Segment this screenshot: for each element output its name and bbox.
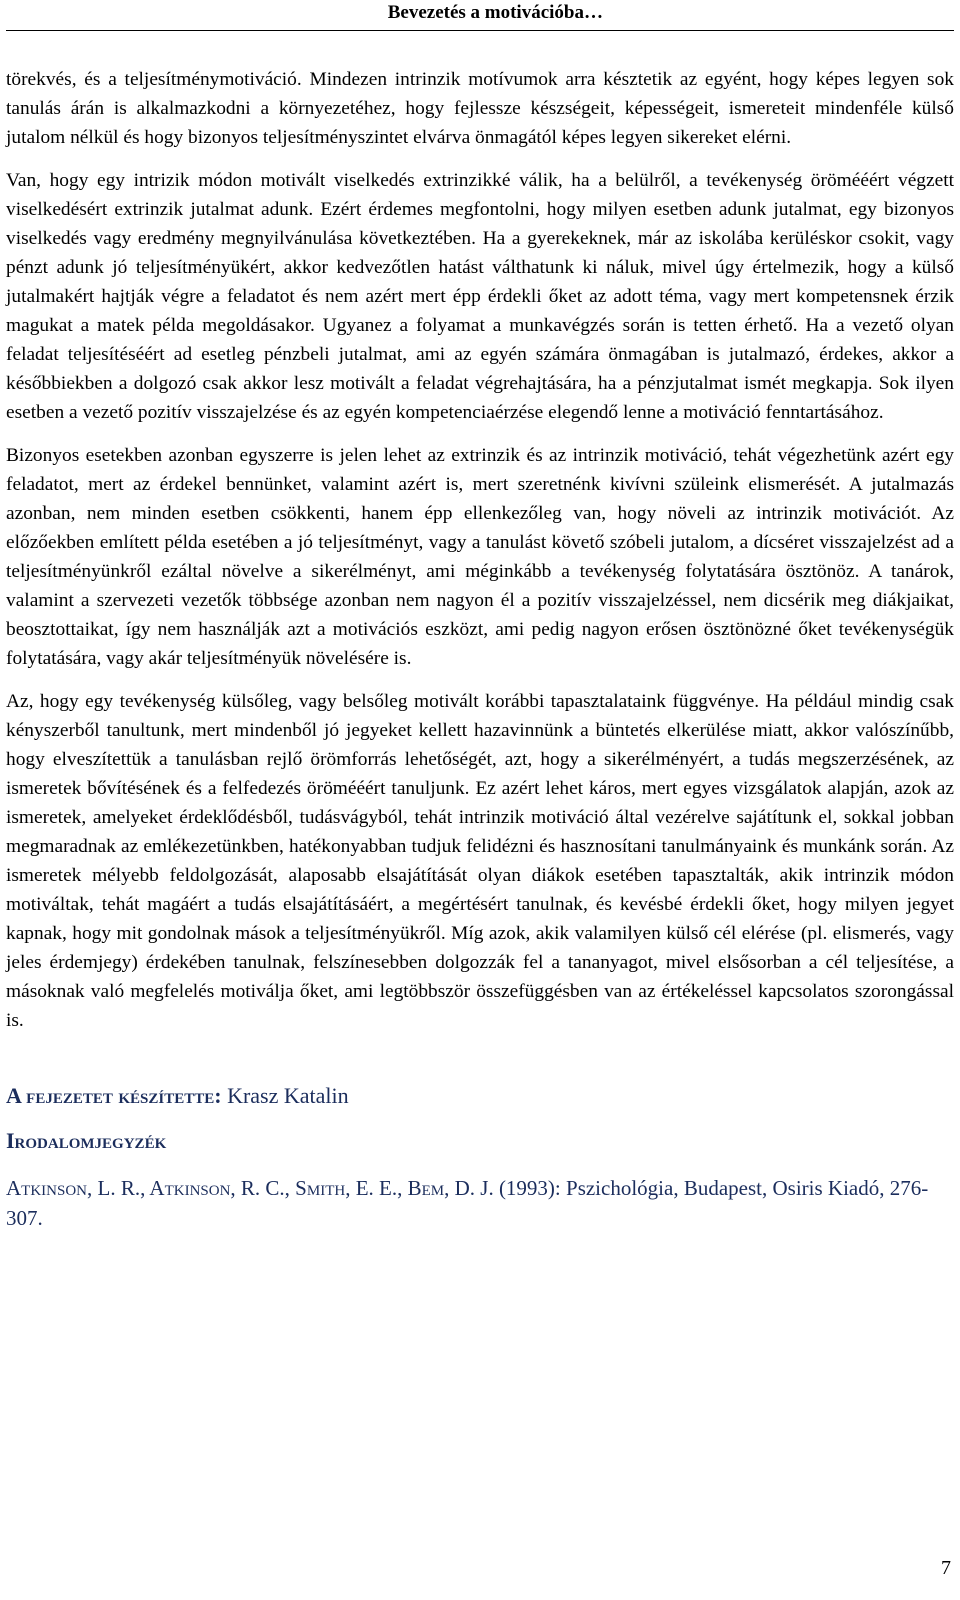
page-number: 7 [941,1557,951,1579]
paragraph-1: törekvés, és a teljesítménymotiváció. Mindezen intrinzik motívumok arra késztetik az egyént, hogy képes legyen sok tanulás árán is alkalmazkodni a környezetéhez, hogy fejlessze készségeit, képességeit, ismereteit mindenféle külső jutalom nélkül és hogy bizonyos teljesítményszintet elvárva önmagától képes legyen sikereket elérni. [6,69,954,148]
header-title: Bevezetés a motivációba… [387,2,603,23]
document-body [6,65,954,1233]
author-credit [6,1081,954,1111]
reference-authors: Atkinson, L. R., Atkinson, R. C., Smith, E. E., Bem, D. J. [6,1176,494,1200]
reference-details: (1993): Pszichológia, Budapest, Osiris Kiadó, 276-307. [6,1176,929,1230]
author-credit-label: A fejezetet készítette: [6,1083,222,1108]
author-name: Krasz Katalin [227,1083,349,1108]
paragraph-3: Bizonyos esetekben azonban egyszerre is jelen lehet az extrinzik és az intrinzik motiváció, tehát végezhetünk azért egy feladatot, mert az érdekel bennünket, valamint azért is, mert szeretnénk kivívni szüleink elismerését. A jutalmazás azonban, nem minden esetben csökkenti, hanem épp ellenkezőleg van, hogy növeli az intrinzik motivációt. Az előzőekben említett példa esetében a jó teljesítményt, vagy a tanulást követő szóbeli jutalom, a dícséret visszajelzést ad a teljesítményünkről ezáltal növelve a sikerélményt, ami méginkább a tevékenység folytatására ösztönöz. A tanárok, valamint a szervezeti vezetők többsége azonban nem nagyon él a pozitív visszajelzéssel, nem dicsérik meg diákjaikat, beosztottaikat, így nem használják azt a motivációs eszközt, ami pedig nagyon erősen ösztönözné őket tevékenységük folytatására, vagy akár teljesítményük növelésére is. [6,445,954,669]
paragraph-2: Van, hogy egy intrizik módon motivált viselkedés extrinzikké válik, ha a belülről, a tevékenység örömééért végzett viselkedésért extrinzik jutalmat adunk. Ezért érdemes megfontolni, hogy milyen esetben adunk jutalmat, egy bizonyos viselkedés vagy eredmény megnyilvánulása következtében. Ha a gyerekeknek, már az iskolába kerüléskor csokit, vagy pénzt adunk jó teljesítményükért, akkor kedvezőtlen hatást válthatunk ki náluk, mivel úgy értelmezik, hogy a külső jutalmakért hajtják végre a feladatot és nem azért mert épp érdekli őket az adott téma, vagy mert kompetensnek érzik magukat a matek példa megoldásakor. Ugyanez a folyamat a munkavégzés során is tetten érhető. Ha a vezető olyan feladat teljesítéséért ad esetleg pénzbeli jutalmat, ami az egyén számára önmagában is jutalmazó, érdekes, akkor a későbbiekben a dolgozó csak akkor lesz motivált a feladat végrehajtására, ha a pénzjutalmat ismét megkapja. Sok ilyen esetben a vezető pozitív visszajelzése és az egyén kompetenciaérzése elegendő lenne a motiváció fenntartásához. [6,170,954,423]
references-heading: Irodalomjegyzék [6,1128,167,1153]
reference-entry [6,1173,954,1233]
running-header [6,0,954,31]
paragraph-4: Az, hogy egy tevékenység külsőleg, vagy belsőleg motivált korábbi tapasztalataink függvénye. Ha például mindig csak kényszerből tanultunk, mert mindenből jó jegyeket kellett hazavinnünk a büntetés elkerülése miatt, akkor valószínűbb, hogy elveszítettük a tanulásban rejlő örömforrás lehetőségét, azt, hogy a sikerélményért, a tudás megszerzésének, az ismeretek bővítésének és a felfedezés örömééért tanuljunk. Ez azért lehet káros, mert egyes vizsgálatok alapján, azok az ismeretek, amelyeket érdeklődésből, tudásvágyból, tehát intrinzik motiváció által vezérelve sajátítunk el, sokkal jobban megmaradnak az emlékezetünkben, hatékonyabban tudjuk felidézni és hasznosítani tanulmányaink és munkánk során. Az ismeretek mélyebb feldolgozását, alaposabb elsajátítását olyan diákok esetében tapasztalták, akik intrinzik módon motiváltak, tehát magáért a tudás elsajátításáért, a megértésért tanulnak, és kevésbé érdekli őket, hogy milyen jegyet kapnak, hogy mit gondolnak mások a teljesítményükről. Míg azok, akik valamilyen külső cél elérése (pl. elismerés, vagy jeles érdemjegy) érdekében tanulnak, felszínesebben dolgozzák fel a tananyagot, mivel elsősorban a cél teljesítése, a másoknak való megfelelés motiválja őket, ami legtöbbször összefüggésben van az értékeléssel kapcsolatos szorongással is. [6,691,954,1031]
